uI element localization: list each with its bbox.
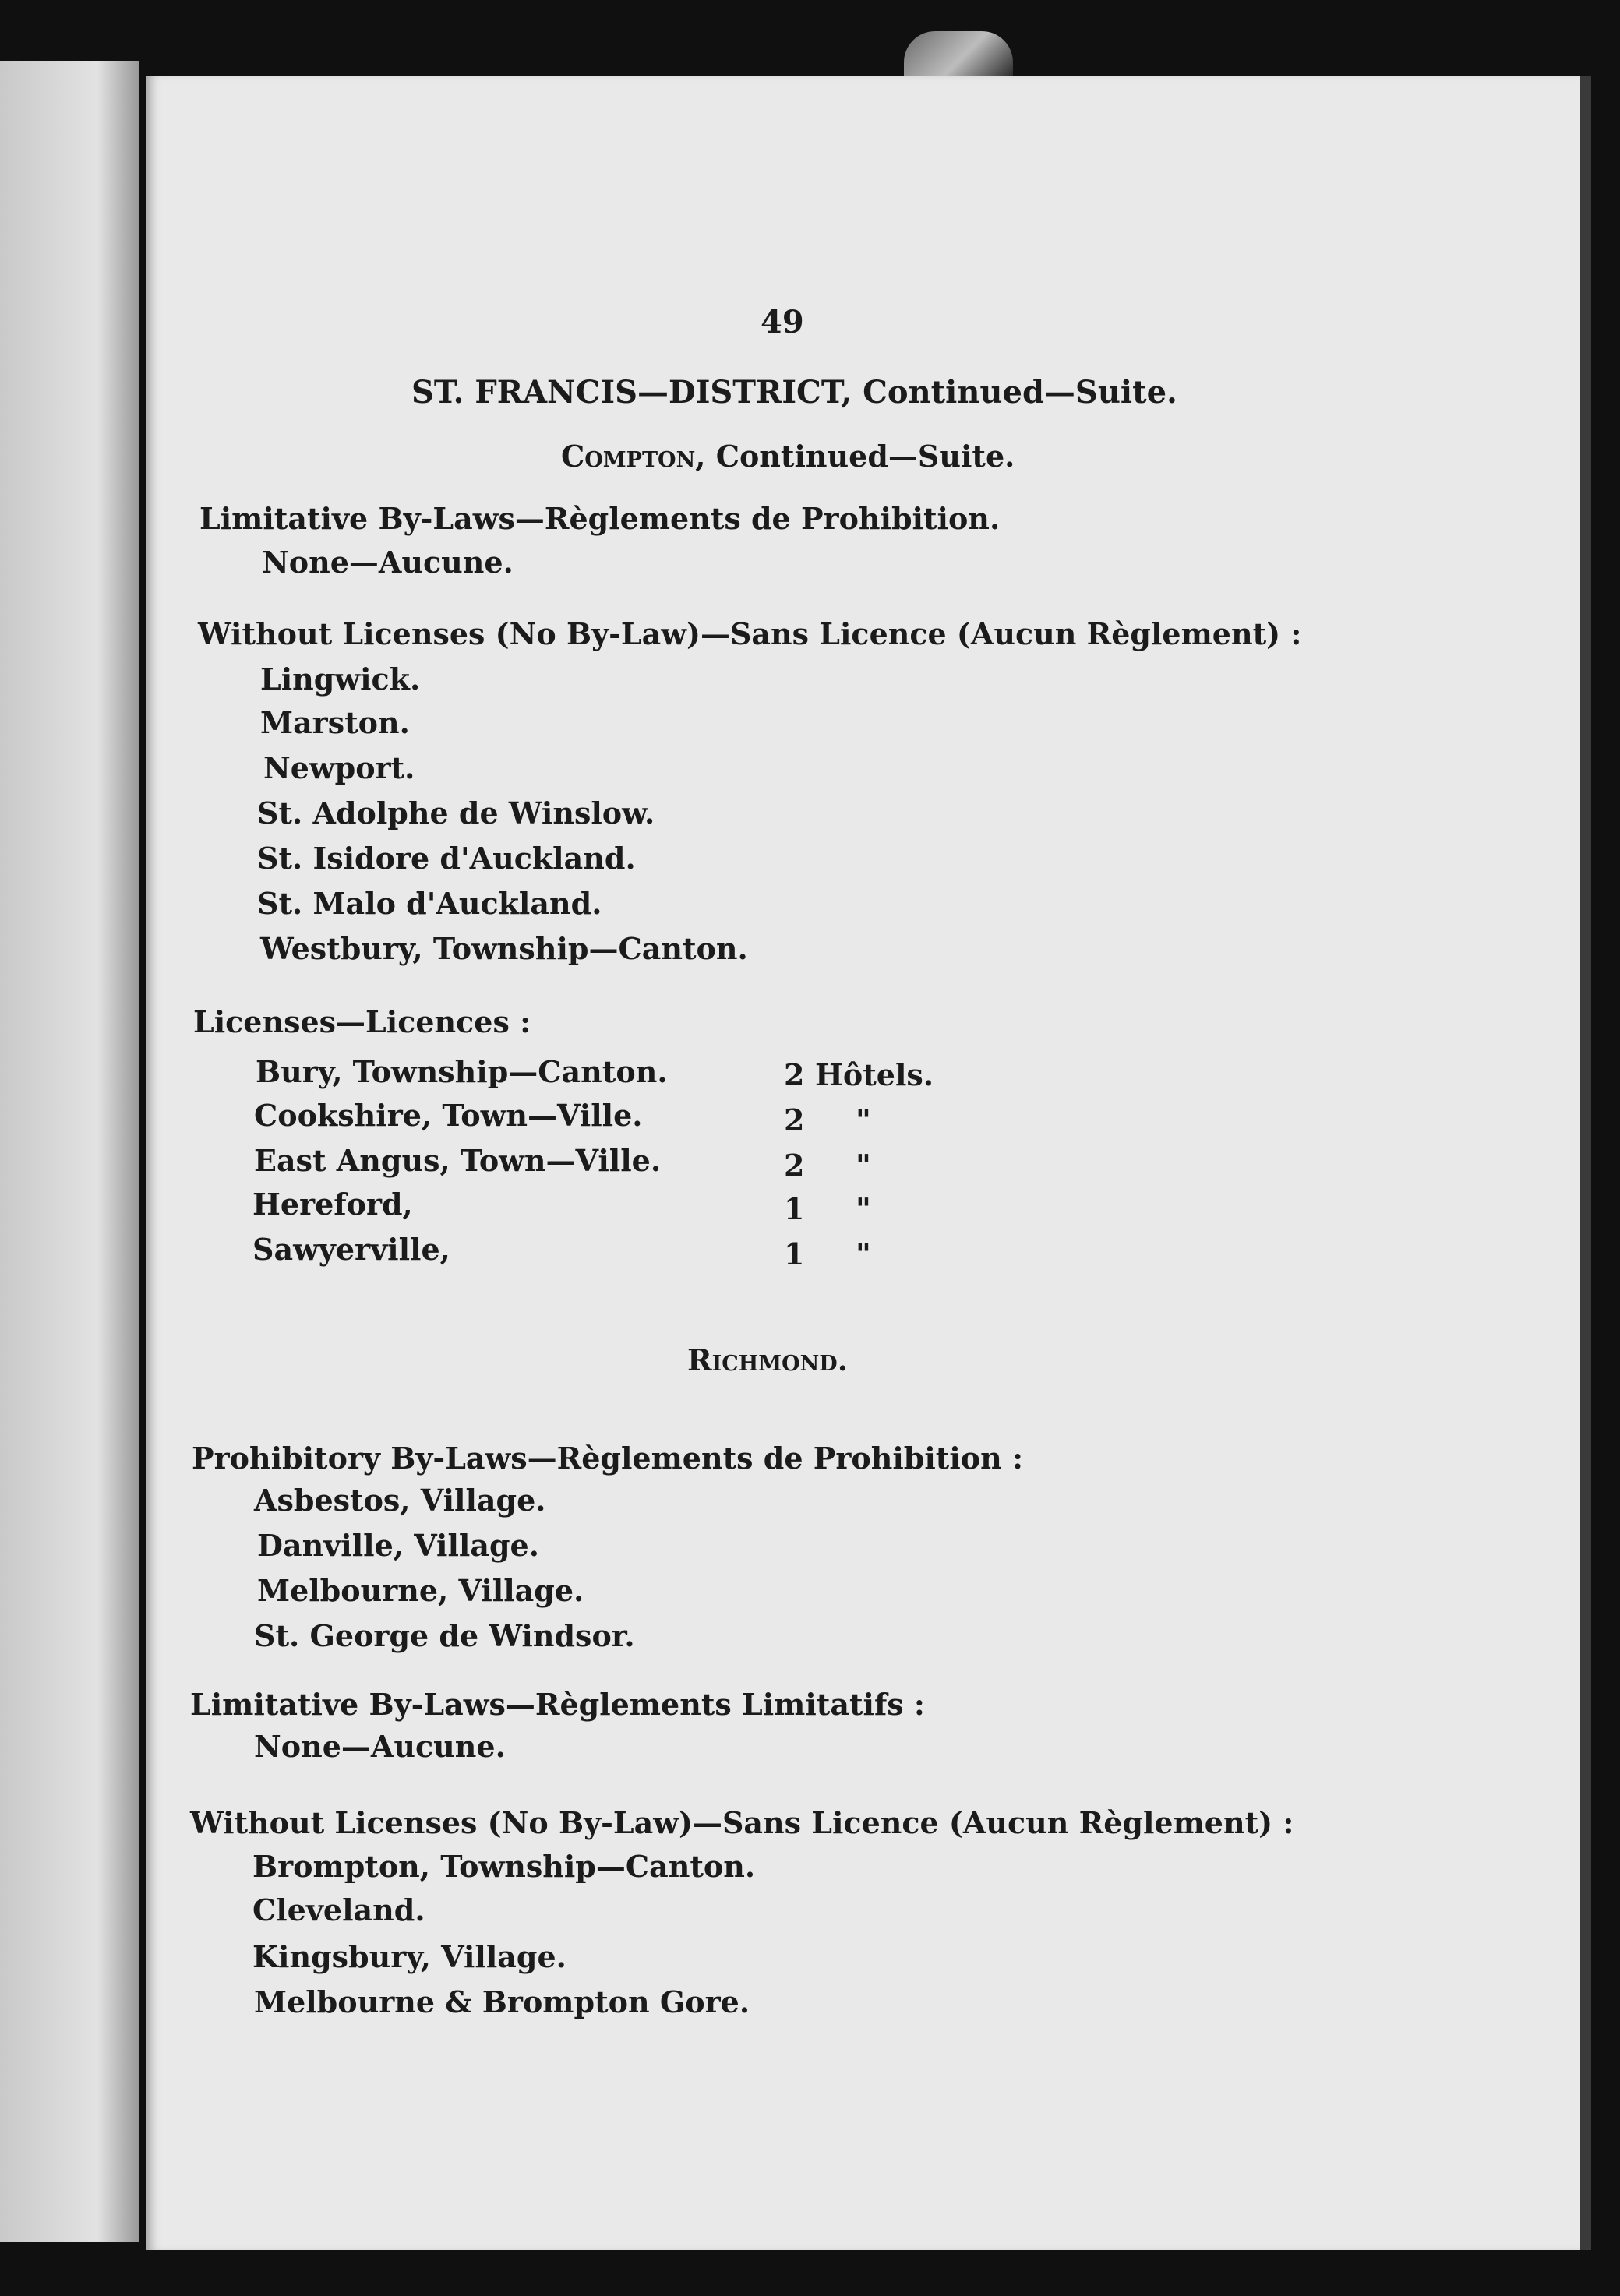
license-place: Cookshire, Town—Ville. <box>254 1098 643 1133</box>
license-count: 1 <box>784 1236 805 1271</box>
compton-without-label: Without Licenses (No By-Law)—Sans Licence (Aucun Règlement) : <box>198 616 1302 651</box>
list-item: Brompton, Township—Canton. <box>252 1849 756 1884</box>
list-item: Cleveland. <box>252 1892 425 1927</box>
compton-licenses-label: Licenses—Licences : <box>193 1004 531 1039</box>
list-item: Danville, Village. <box>257 1528 539 1563</box>
list-item: St. George de Windsor. <box>254 1618 635 1653</box>
list-item: St. Malo d'Auckland. <box>257 886 602 921</box>
richmond-prohibitory-label: Prohibitory By-Laws—Règlements de Prohibition : <box>192 1441 1023 1476</box>
page-number: 49 <box>761 304 804 340</box>
page-tab-shadow <box>904 31 1013 76</box>
list-item: Melbourne & Brompton Gore. <box>254 1984 750 2019</box>
page-title: ST. FRANCIS—DISTRICT, Continued—Suite. <box>411 374 1177 411</box>
license-unit: Hôtels. <box>815 1057 934 1092</box>
license-count: 2 <box>784 1148 805 1183</box>
richmond-limitative-value: None—Aucune. <box>254 1729 506 1764</box>
richmond-heading: Richmond. <box>687 1342 848 1377</box>
list-item: St. Adolphe de Winslow. <box>257 795 655 831</box>
license-place: Bury, Township—Canton. <box>256 1054 668 1089</box>
compton-limitative-value: None—Aucune. <box>262 545 514 580</box>
richmond-without-label: Without Licenses (No By-Law)—Sans Licence (Aucun Règlement) : <box>190 1805 1294 1840</box>
compton-heading: Compton, Continued—Suite. <box>561 439 1015 474</box>
license-count: 1 <box>784 1191 805 1226</box>
compton-limitative-label: Limitative By-Laws—Règlements de Prohibition. <box>199 501 1001 536</box>
license-place: Hereford, <box>252 1187 413 1222</box>
facing-page-edge <box>0 61 139 2242</box>
license-place: Sawyerville, <box>252 1232 450 1267</box>
license-place: East Angus, Town—Ville. <box>254 1143 662 1178</box>
richmond-limitative-label: Limitative By-Laws—Règlements Limitatifs : <box>190 1687 925 1722</box>
list-item: Lingwick. <box>260 661 421 697</box>
list-item: Westbury, Township—Canton. <box>260 931 748 966</box>
list-item: Marston. <box>260 705 410 740</box>
list-item: Asbestos, Village. <box>254 1483 546 1518</box>
list-item: St. Isidore d'Auckland. <box>257 841 636 876</box>
license-unit: " <box>856 1102 871 1137</box>
license-unit: " <box>856 1191 871 1226</box>
license-count: 2 <box>784 1102 805 1137</box>
list-item: Newport. <box>263 750 415 785</box>
license-count: 2 <box>784 1057 805 1092</box>
list-item: Kingsbury, Village. <box>252 1939 566 1974</box>
list-item: Melbourne, Village. <box>257 1573 584 1608</box>
license-unit: " <box>856 1148 871 1183</box>
license-unit: " <box>856 1236 871 1271</box>
